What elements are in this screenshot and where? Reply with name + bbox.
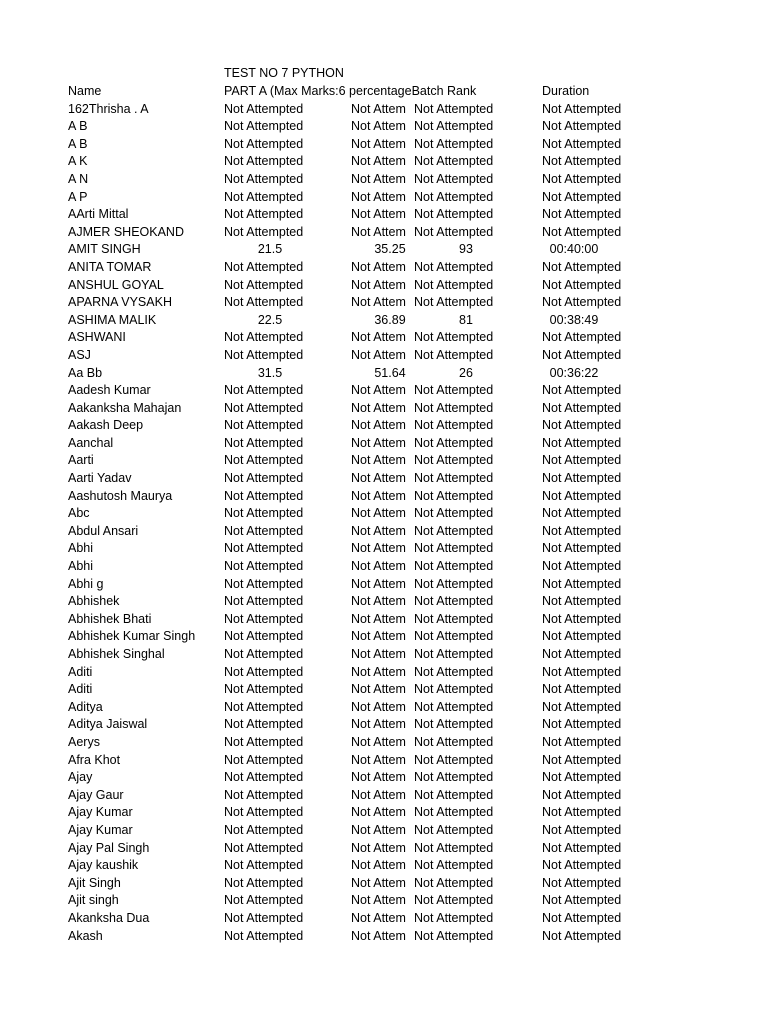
table-row — [0, 470, 768, 488]
cell-batch-rank: Not Attempted — [414, 418, 494, 433]
cell-part-a: Not Attempted — [224, 171, 304, 186]
table-row — [0, 857, 768, 875]
cell-duration: Not Attempted — [542, 154, 622, 169]
cell-name: Abc — [68, 506, 90, 521]
cell-percentage: Not Attem — [351, 295, 406, 310]
cell-duration: Not Attempted — [542, 576, 622, 591]
table-row — [0, 558, 768, 576]
cell-part-a: Not Attempted — [224, 400, 304, 415]
header-duration: Duration — [542, 84, 590, 98]
cell-part-a: 22.5 — [257, 312, 283, 327]
cell-duration: Not Attempted — [542, 453, 622, 468]
cell-name: ANSHUL GOYAL — [68, 277, 164, 292]
cell-percentage: Not Attem — [351, 259, 406, 274]
cell-name: Abhi — [68, 559, 94, 574]
cell-duration: 00:38:49 — [549, 312, 599, 327]
cell-percentage: 35.25 — [374, 242, 406, 257]
cell-part-a: Not Attempted — [224, 928, 304, 943]
cell-part-a: Not Attempted — [224, 629, 304, 644]
cell-percentage: Not Attem — [351, 699, 406, 714]
cell-batch-rank: Not Attempted — [414, 330, 494, 345]
cell-part-a: Not Attempted — [224, 207, 304, 222]
cell-duration: Not Attempted — [542, 488, 622, 503]
cell-duration: Not Attempted — [542, 559, 622, 574]
cell-part-a: Not Attempted — [224, 277, 304, 292]
cell-batch-rank: 26 — [459, 365, 473, 380]
cell-name: 162Thrisha . A — [68, 101, 149, 116]
cell-name: Abdul Ansari — [68, 523, 139, 538]
table-row — [0, 488, 768, 506]
cell-percentage: Not Attem — [351, 629, 406, 644]
cell-batch-rank: Not Attempted — [414, 822, 494, 837]
cell-name: Aanchal — [68, 435, 114, 450]
cell-percentage: Not Attem — [351, 347, 406, 362]
sheet-title: TEST NO 7 PYTHON — [224, 66, 344, 80]
cell-part-a: Not Attempted — [224, 611, 304, 626]
cell-percentage: Not Attem — [351, 224, 406, 239]
cell-part-a: Not Attempted — [224, 506, 304, 521]
cell-batch-rank: Not Attempted — [414, 787, 494, 802]
cell-batch-rank: Not Attempted — [414, 840, 494, 855]
table-row — [0, 294, 768, 312]
table-row — [0, 312, 768, 330]
cell-batch-rank: Not Attempted — [414, 928, 494, 943]
cell-name: Abhishek Kumar Singh — [68, 629, 196, 644]
cell-batch-rank: Not Attempted — [414, 858, 494, 873]
cell-duration: Not Attempted — [542, 928, 622, 943]
cell-batch-rank: Not Attempted — [414, 893, 494, 908]
table-row — [0, 716, 768, 734]
cell-name: Ajay kaushik — [68, 858, 139, 873]
cell-part-a: Not Attempted — [224, 594, 304, 609]
cell-percentage: Not Attem — [351, 101, 406, 116]
cell-percentage: Not Attem — [351, 840, 406, 855]
table-row — [0, 452, 768, 470]
cell-duration: Not Attempted — [542, 400, 622, 415]
cell-percentage: Not Attem — [351, 171, 406, 186]
table-row — [0, 523, 768, 541]
cell-batch-rank: Not Attempted — [414, 488, 494, 503]
cell-name: A B — [68, 136, 88, 151]
cell-duration: Not Attempted — [542, 629, 622, 644]
cell-name: Aarti — [68, 453, 94, 468]
cell-duration: Not Attempted — [542, 752, 622, 767]
cell-name: Abhi — [68, 541, 94, 556]
cell-duration: Not Attempted — [542, 541, 622, 556]
cell-part-a: Not Attempted — [224, 453, 304, 468]
cell-percentage: Not Attem — [351, 523, 406, 538]
table-row — [0, 101, 768, 119]
table-row — [0, 171, 768, 189]
cell-part-a: Not Attempted — [224, 682, 304, 697]
cell-percentage: Not Attem — [351, 488, 406, 503]
table-row — [0, 787, 768, 805]
table-row — [0, 417, 768, 435]
cell-batch-rank: 81 — [459, 312, 473, 327]
cell-duration: 00:36:22 — [549, 365, 599, 380]
cell-name: Aditya Jaiswal — [68, 717, 148, 732]
cell-percentage: Not Attem — [351, 928, 406, 943]
cell-percentage: Not Attem — [351, 717, 406, 732]
cell-percentage: Not Attem — [351, 119, 406, 134]
cell-percentage: Not Attem — [351, 822, 406, 837]
cell-percentage: Not Attem — [351, 787, 406, 802]
cell-percentage: Not Attem — [351, 207, 406, 222]
cell-duration: Not Attempted — [542, 101, 622, 116]
cell-name: Ajay Pal Singh — [68, 840, 150, 855]
cell-batch-rank: Not Attempted — [414, 717, 494, 732]
cell-part-a: Not Attempted — [224, 154, 304, 169]
cell-name: Aadesh Kumar — [68, 383, 151, 398]
cell-part-a: 31.5 — [257, 365, 283, 380]
table-row — [0, 365, 768, 383]
cell-duration: Not Attempted — [542, 119, 622, 134]
table-row — [0, 329, 768, 347]
cell-batch-rank: Not Attempted — [414, 295, 494, 310]
cell-name: Aashutosh Maurya — [68, 488, 173, 503]
table-row — [0, 382, 768, 400]
cell-batch-rank: Not Attempted — [414, 805, 494, 820]
header-row — [0, 83, 768, 101]
cell-percentage: Not Attem — [351, 858, 406, 873]
cell-name: APARNA VYSAKH — [68, 295, 172, 310]
cell-batch-rank: Not Attempted — [414, 752, 494, 767]
cell-part-a: Not Attempted — [224, 858, 304, 873]
cell-part-a: Not Attempted — [224, 717, 304, 732]
table-row — [0, 681, 768, 699]
cell-part-a: Not Attempted — [224, 435, 304, 450]
cell-duration: Not Attempted — [542, 171, 622, 186]
cell-batch-rank: 93 — [459, 242, 473, 257]
cell-batch-rank: Not Attempted — [414, 119, 494, 134]
table-row — [0, 540, 768, 558]
cell-name: Ajay — [68, 770, 93, 785]
cell-duration: Not Attempted — [542, 295, 622, 310]
cell-batch-rank: Not Attempted — [414, 647, 494, 661]
cell-batch-rank: Not Attempted — [414, 383, 494, 398]
cell-batch-rank: Not Attempted — [414, 541, 494, 556]
cell-percentage: Not Attem — [351, 189, 406, 204]
cell-duration: Not Attempted — [542, 136, 622, 151]
cell-part-a: Not Attempted — [224, 330, 304, 345]
cell-name: Abhi g — [68, 576, 104, 591]
cell-name: A K — [68, 154, 88, 169]
cell-part-a: Not Attempted — [224, 647, 304, 661]
cell-percentage: Not Attem — [351, 506, 406, 521]
cell-duration: Not Attempted — [542, 383, 622, 398]
table-row — [0, 118, 768, 136]
table-row — [0, 400, 768, 418]
cell-duration: Not Attempted — [542, 224, 622, 239]
cell-part-a: 21.5 — [257, 242, 283, 257]
cell-name: Aarti Yadav — [68, 471, 132, 486]
cell-part-a: Not Attempted — [224, 136, 304, 151]
cell-part-a: Not Attempted — [224, 840, 304, 855]
cell-percentage: Not Attem — [351, 400, 406, 415]
cell-part-a: Not Attempted — [224, 259, 304, 274]
cell-name: Aakash Deep — [68, 418, 144, 433]
cell-duration: Not Attempted — [542, 189, 622, 204]
cell-batch-rank: Not Attempted — [414, 435, 494, 450]
table-row — [0, 136, 768, 154]
cell-duration: Not Attempted — [542, 787, 622, 802]
table-row — [0, 593, 768, 611]
cell-percentage: Not Attem — [351, 893, 406, 908]
cell-duration: Not Attempted — [542, 594, 622, 609]
cell-name: ASHIMA MALIK — [68, 312, 157, 327]
cell-name: Aditi — [68, 664, 93, 679]
cell-percentage: Not Attem — [351, 910, 406, 925]
cell-duration: Not Attempted — [542, 418, 622, 433]
cell-part-a: Not Attempted — [224, 822, 304, 837]
table-row — [0, 892, 768, 910]
cell-name: Aerys — [68, 734, 100, 749]
cell-part-a: Not Attempted — [224, 576, 304, 591]
cell-percentage: Not Attem — [351, 418, 406, 433]
title-row — [0, 66, 768, 84]
cell-batch-rank: Not Attempted — [414, 559, 494, 574]
cell-part-a: Not Attempted — [224, 541, 304, 556]
table-row — [0, 153, 768, 171]
cell-duration: Not Attempted — [542, 805, 622, 820]
cell-percentage: Not Attem — [351, 734, 406, 749]
table-row — [0, 241, 768, 259]
cell-batch-rank: Not Attempted — [414, 664, 494, 679]
cell-batch-rank: Not Attempted — [414, 189, 494, 204]
cell-batch-rank: Not Attempted — [414, 136, 494, 151]
cell-part-a: Not Attempted — [224, 910, 304, 925]
cell-part-a: Not Attempted — [224, 734, 304, 749]
cell-batch-rank: Not Attempted — [414, 682, 494, 697]
header-name: Name — [68, 84, 102, 98]
cell-name: Ajay Kumar — [68, 805, 133, 820]
cell-percentage: Not Attem — [351, 154, 406, 169]
cell-percentage: Not Attem — [351, 752, 406, 767]
table-row — [0, 277, 768, 295]
cell-batch-rank: Not Attempted — [414, 699, 494, 714]
cell-name: Ajit singh — [68, 893, 119, 908]
cell-part-a: Not Attempted — [224, 101, 304, 116]
table-row — [0, 224, 768, 242]
table-row — [0, 646, 768, 664]
table-row — [0, 804, 768, 822]
cell-duration: Not Attempted — [542, 682, 622, 697]
header-part-a-percentage-batch-rank: PART A (Max Marks:6 percentageBatch Rank — [224, 84, 477, 98]
cell-duration: Not Attempted — [542, 471, 622, 486]
cell-batch-rank: Not Attempted — [414, 259, 494, 274]
table-row — [0, 822, 768, 840]
cell-percentage: Not Attem — [351, 805, 406, 820]
cell-duration: Not Attempted — [542, 277, 622, 292]
table-row — [0, 875, 768, 893]
cell-duration: Not Attempted — [542, 699, 622, 714]
cell-duration: Not Attempted — [542, 893, 622, 908]
cell-part-a: Not Attempted — [224, 383, 304, 398]
cell-duration: Not Attempted — [542, 347, 622, 362]
cell-batch-rank: Not Attempted — [414, 277, 494, 292]
cell-name: Abhishek — [68, 594, 120, 609]
cell-percentage: Not Attem — [351, 471, 406, 486]
cell-batch-rank: Not Attempted — [414, 629, 494, 644]
cell-percentage: Not Attem — [351, 383, 406, 398]
table-row — [0, 628, 768, 646]
cell-percentage: 51.64 — [374, 365, 406, 380]
cell-duration: Not Attempted — [542, 822, 622, 837]
cell-part-a: Not Attempted — [224, 471, 304, 486]
cell-duration: Not Attempted — [542, 330, 622, 345]
cell-part-a: Not Attempted — [224, 805, 304, 820]
cell-percentage: Not Attem — [351, 770, 406, 785]
cell-name: Aditya — [68, 699, 103, 714]
cell-duration: Not Attempted — [542, 858, 622, 873]
cell-batch-rank: Not Attempted — [414, 171, 494, 186]
cell-name: A B — [68, 119, 88, 134]
cell-duration: Not Attempted — [542, 717, 622, 732]
cell-part-a: Not Attempted — [224, 189, 304, 204]
table-row — [0, 840, 768, 858]
cell-batch-rank: Not Attempted — [414, 400, 494, 415]
table-row — [0, 734, 768, 752]
table-row — [0, 576, 768, 594]
cell-batch-rank: Not Attempted — [414, 101, 494, 116]
cell-part-a: Not Attempted — [224, 523, 304, 538]
cell-name: A N — [68, 171, 89, 186]
cell-name: Aa Bb — [68, 365, 103, 380]
cell-percentage: Not Attem — [351, 277, 406, 292]
cell-batch-rank: Not Attempted — [414, 453, 494, 468]
cell-batch-rank: Not Attempted — [414, 875, 494, 890]
cell-name: AArti Mittal — [68, 207, 129, 222]
cell-part-a: Not Attempted — [224, 770, 304, 785]
cell-duration: Not Attempted — [542, 875, 622, 890]
cell-name: AJMER SHEOKAND — [68, 224, 184, 239]
cell-name: ASJ — [68, 347, 91, 362]
cell-batch-rank: Not Attempted — [414, 506, 494, 521]
table-body — [0, 101, 768, 946]
table-row — [0, 611, 768, 629]
cell-name: Ajay Kumar — [68, 822, 133, 837]
table-row — [0, 664, 768, 682]
cell-duration: Not Attempted — [542, 910, 622, 925]
cell-batch-rank: Not Attempted — [414, 207, 494, 222]
cell-name: A P — [68, 189, 88, 204]
cell-batch-rank: Not Attempted — [414, 770, 494, 785]
table-row — [0, 769, 768, 787]
cell-part-a: Not Attempted — [224, 488, 304, 503]
cell-duration: 00:40:00 — [549, 242, 599, 257]
cell-part-a: Not Attempted — [224, 699, 304, 714]
cell-percentage: Not Attem — [351, 541, 406, 556]
cell-duration: Not Attempted — [542, 259, 622, 274]
cell-duration: Not Attempted — [542, 523, 622, 538]
cell-percentage: Not Attem — [351, 559, 406, 574]
cell-name: Aakanksha Mahajan — [68, 400, 182, 415]
cell-batch-rank: Not Attempted — [414, 910, 494, 925]
cell-name: Akanksha Dua — [68, 910, 150, 925]
table-row — [0, 259, 768, 277]
cell-batch-rank: Not Attempted — [414, 347, 494, 362]
cell-duration: Not Attempted — [542, 664, 622, 679]
cell-percentage: Not Attem — [351, 682, 406, 697]
cell-name: AMIT SINGH — [68, 242, 141, 257]
cell-part-a: Not Attempted — [224, 664, 304, 679]
cell-name: Abhishek Bhati — [68, 611, 152, 626]
cell-name: ANITA TOMAR — [68, 259, 152, 274]
cell-name: Akash — [68, 928, 103, 943]
cell-batch-rank: Not Attempted — [414, 471, 494, 486]
cell-name: Afra Khot — [68, 752, 121, 767]
table-row — [0, 189, 768, 207]
cell-duration: Not Attempted — [542, 840, 622, 855]
cell-duration: Not Attempted — [542, 506, 622, 521]
table-row — [0, 910, 768, 928]
cell-percentage: Not Attem — [351, 611, 406, 626]
cell-part-a: Not Attempted — [224, 119, 304, 134]
cell-part-a: Not Attempted — [224, 752, 304, 767]
cell-batch-rank: Not Attempted — [414, 594, 494, 609]
cell-percentage: Not Attem — [351, 435, 406, 450]
cell-name: ASHWANI — [68, 330, 126, 345]
cell-duration: Not Attempted — [542, 647, 622, 661]
cell-batch-rank: Not Attempted — [414, 611, 494, 626]
cell-batch-rank: Not Attempted — [414, 523, 494, 538]
table-row — [0, 206, 768, 224]
cell-percentage: Not Attem — [351, 453, 406, 468]
cell-part-a: Not Attempted — [224, 875, 304, 890]
cell-name: Aditi — [68, 682, 93, 697]
cell-name: Abhishek Singhal — [68, 647, 165, 661]
cell-part-a: Not Attempted — [224, 418, 304, 433]
cell-percentage: Not Attem — [351, 594, 406, 609]
table-row — [0, 699, 768, 717]
cell-duration: Not Attempted — [542, 734, 622, 749]
cell-percentage: Not Attem — [351, 647, 406, 661]
cell-part-a: Not Attempted — [224, 893, 304, 908]
cell-part-a: Not Attempted — [224, 295, 304, 310]
cell-part-a: Not Attempted — [224, 347, 304, 362]
cell-batch-rank: Not Attempted — [414, 224, 494, 239]
cell-duration: Not Attempted — [542, 611, 622, 626]
table-row — [0, 347, 768, 365]
cell-percentage: Not Attem — [351, 875, 406, 890]
cell-batch-rank: Not Attempted — [414, 576, 494, 591]
cell-percentage: Not Attem — [351, 664, 406, 679]
cell-percentage: Not Attem — [351, 576, 406, 591]
results-table — [0, 83, 768, 945]
table-row — [0, 435, 768, 453]
table-row — [0, 505, 768, 523]
table-row — [0, 928, 768, 946]
cell-part-a: Not Attempted — [224, 224, 304, 239]
cell-percentage: Not Attem — [351, 330, 406, 345]
cell-name: Ajay Gaur — [68, 787, 124, 802]
cell-duration: Not Attempted — [542, 435, 622, 450]
cell-duration: Not Attempted — [542, 770, 622, 785]
cell-name: Ajit Singh — [68, 875, 121, 890]
cell-part-a: Not Attempted — [224, 559, 304, 574]
cell-part-a: Not Attempted — [224, 787, 304, 802]
cell-batch-rank: Not Attempted — [414, 154, 494, 169]
cell-percentage: Not Attem — [351, 136, 406, 151]
cell-batch-rank: Not Attempted — [414, 734, 494, 749]
table-row — [0, 752, 768, 770]
cell-percentage: 36.89 — [374, 312, 406, 327]
cell-duration: Not Attempted — [542, 207, 622, 222]
